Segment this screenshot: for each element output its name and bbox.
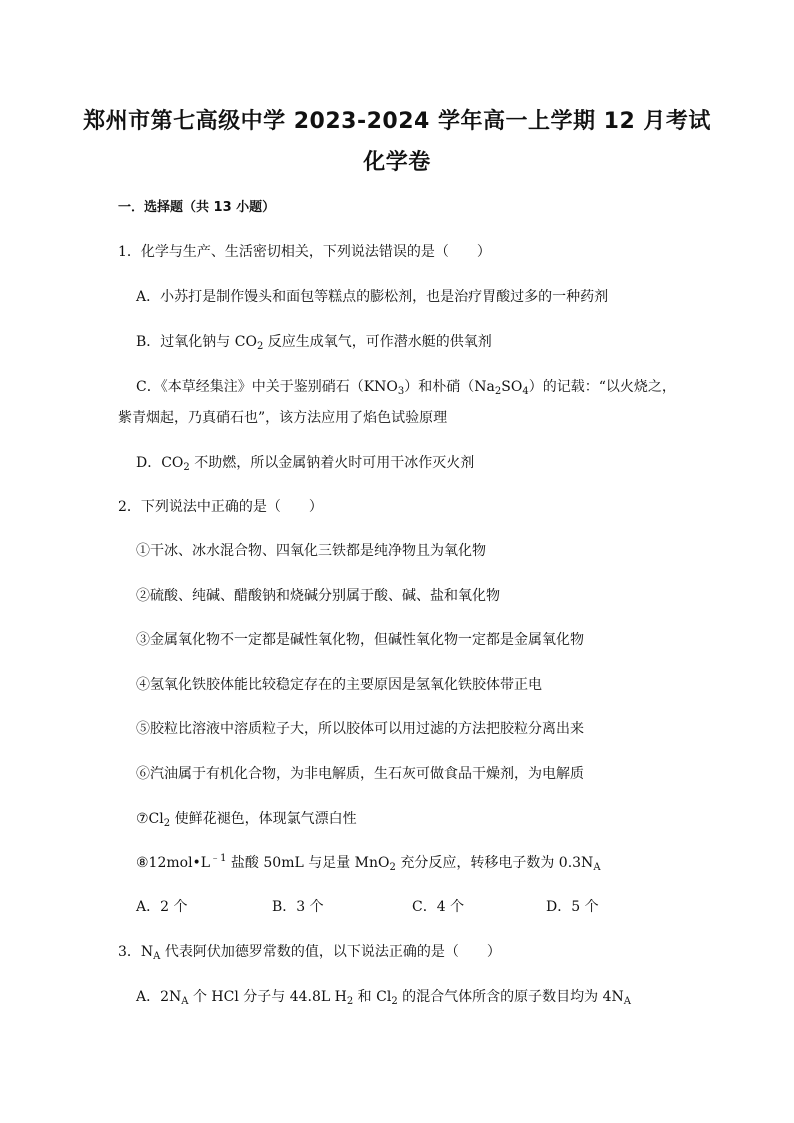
exam-title: 郑州市第七高级中学 2023-2024 学年高一上学期 12 月考试 (83, 109, 711, 134)
statement-3: ③金属氧化物不一定都是碱性氧化物，但碱性氧化物一定都是金属氧化物 (136, 632, 584, 648)
statement-2: ②硫酸、纯碱、醋酸钠和烧碱分别属于酸、碱、盐和氧化物 (136, 588, 500, 604)
question-1-option-a: A．小苏打是制作馒头和面包等糕点的膨松剂，也是治疗胃酸过多的一种药剂 (136, 289, 609, 305)
question-2-stem: 2．下列说法中正确的是（ ） (118, 499, 323, 515)
question-2-option-a: A．2 个 (136, 899, 188, 915)
statement-6: ⑥汽油属于有机化合物，为非电解质，生石灰可做食品干燥剂，为电解质 (136, 766, 584, 782)
section-heading: 一．选择题（共 13 小题） (118, 200, 276, 215)
question-1-stem: 1．化学与生产、生活密切相关，下列说法错误的是（ ） (118, 244, 491, 260)
statement-8: $⑧12mol•L^{﹣1}$ 盐酸 50mL 与足量 MnO$_2$ 充分反应，转移电子数为 $0.3N_A$ (136, 853, 601, 873)
question-1-option-d: D．$CO_2$ 不助燃，所以金属钠着火时可用干冰作灭火剂 (136, 455, 475, 473)
exam-subtitle: 化学卷 (363, 150, 431, 175)
question-3-option-a: A．$2N_A$ 个 HCl 分子与 44.8L $H_2$ 和 $Cl_2$ 的混合气体所含的原子数目均为 $4N_A$ (136, 989, 631, 1007)
question-2-option-c: C．4 个 (412, 899, 465, 915)
question-1-option-b: B．过氧化钠与 $CO_2$ 反应生成氧气，可作潜水艇的供氧剂 (136, 334, 492, 352)
statement-4: ④氢氧化铁胶体能比较稳定存在的主要原因是氢氧化铁胶体带正电 (136, 677, 542, 693)
question-1-option-c-continued: 紫青烟起，乃真硝石也”，该方法应用了焰色试验原理 (118, 410, 448, 426)
question-2-option-d: D．5 个 (546, 899, 599, 915)
statement-1: ①干冰、冰水混合物、四氧化三铁都是纯净物且为氧化物 (136, 543, 486, 559)
question-1-option-c: C．《本草经集注》中关于鉴别硝石$(KNO_3)$和朴硝$(Na_2SO_4)$的记载：“以火烧之， (136, 379, 676, 397)
statement-7: $⑦Cl_2$ 使鲜花褪色，体现氯气漂白性 (136, 811, 357, 829)
question-3-stem: 3．$N_A$ 代表阿伏加德罗常数的值，以下说法正确的是（ ） (118, 944, 501, 962)
statement-5: ⑤胶粒比溶液中溶质粒子大，所以胶体可以用过滤的方法把胶粒分离出来 (136, 721, 584, 737)
question-2-option-b: B．3 个 (272, 899, 324, 915)
